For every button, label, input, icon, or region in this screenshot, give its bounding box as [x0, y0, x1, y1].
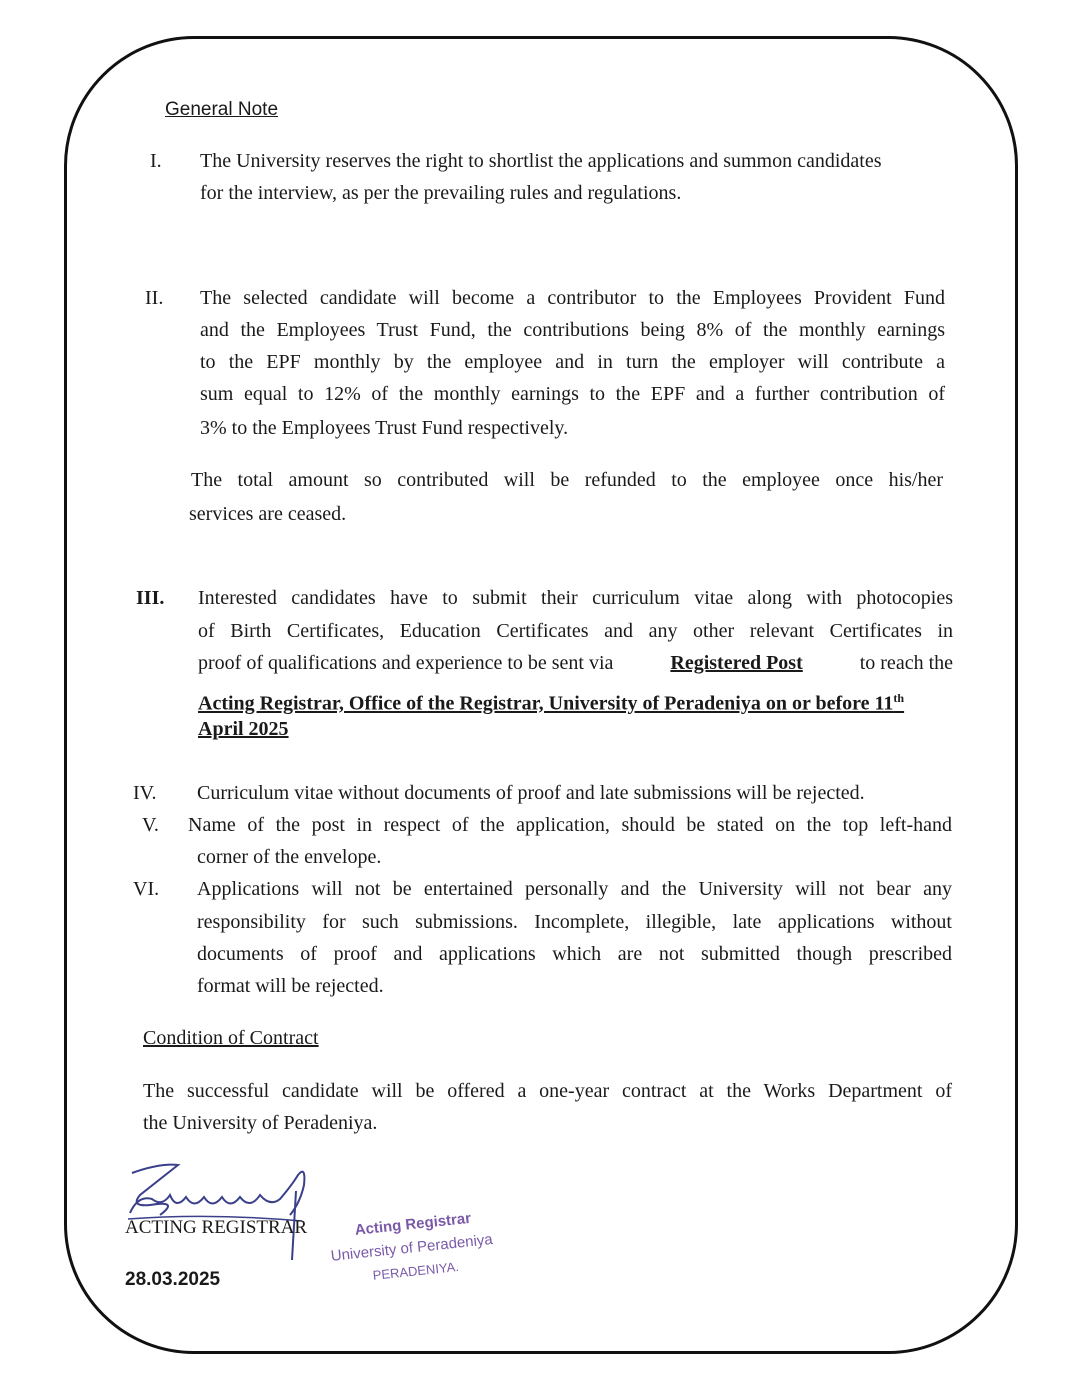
item-text-line: The University reserves the right to shortlist the applications and summon candidates	[200, 150, 882, 172]
item-number: VI.	[133, 878, 160, 900]
item-text-line: format will be rejected.	[197, 975, 384, 997]
item-text-line: corner of the envelope.	[197, 846, 382, 868]
item-text-line: Interested candidates have to submit their curriculum vitae along with photocopies	[198, 587, 953, 609]
item-text-line: The selected candidate will become a contributor to the Employees Provident Fund	[200, 287, 945, 309]
contract-heading: Condition of Contract	[143, 1027, 319, 1049]
item-number: III.	[136, 587, 165, 609]
deadline-superscript: th	[893, 691, 905, 705]
signatory-title: ACTING REGISTRAR	[125, 1217, 308, 1238]
item-number: I.	[150, 150, 162, 172]
deadline-text-line: April 2025	[198, 718, 289, 740]
item-text-line	[198, 647, 953, 679]
item-number: II.	[145, 287, 164, 309]
item-number: V.	[142, 814, 159, 836]
refund-text-line: The total amount so contributed will be refunded to the employee once his/her	[191, 469, 943, 491]
refund-text-line: services are ceased.	[189, 503, 347, 525]
general-note-heading: General Note	[165, 99, 279, 120]
signature-date: 28.03.2025	[125, 1269, 221, 1290]
item-text-line: 3% to the Employees Trust Fund respectively.	[200, 417, 569, 439]
item-text-line: documents of proof and applications which are not submitted though prescribed	[197, 943, 952, 965]
deadline-text: Acting Registrar, Office of the Registrar, University of Peradeniya on or before 11	[198, 692, 894, 715]
contract-text-line: The successful candidate will be offered a one-year contract at the Works Department of	[143, 1080, 952, 1102]
line-post-text: to reach the	[859, 652, 953, 674]
item-text-line: to the EPF monthly by the employee and in turn the employer will contribute a	[200, 351, 945, 373]
item-text-line: Applications will not be entertained personally and the University will not bear any	[197, 878, 952, 900]
item-text-line: Curriculum vitae without documents of proof and late submissions will be rejected.	[197, 782, 865, 804]
line-pre-text: proof of qualifications and experience to be sent via	[198, 652, 614, 674]
item-text-line: responsibility for such submissions. Incomplete, illegible, late applications without	[197, 911, 952, 933]
deadline-text-line	[198, 682, 904, 720]
item-text-line: of Birth Certificates, Education Certificates and any other relevant Certificates in	[198, 620, 953, 642]
signature-mark	[120, 1155, 340, 1265]
item-text-line: sum equal to 12% of the monthly earnings to the EPF and a further contribution of	[200, 383, 945, 405]
item-text-line: and the Employees Trust Fund, the contributions being 8% of the monthly earnings	[200, 319, 945, 341]
stamp-line: University of Peradeniya	[330, 1231, 494, 1265]
item-number: IV.	[133, 782, 157, 804]
registered-post-text: Registered Post	[670, 652, 803, 674]
stamp-line: PERADENIYA.	[372, 1258, 460, 1283]
item-text-line: for the interview, as per the prevailing rules and regulations.	[200, 182, 682, 204]
stamp-line: Acting Registrar	[354, 1209, 472, 1239]
item-text-line: Name of the post in respect of the application, should be stated on the top left-hand	[188, 814, 952, 836]
contract-text-line: the University of Peradeniya.	[143, 1112, 378, 1134]
